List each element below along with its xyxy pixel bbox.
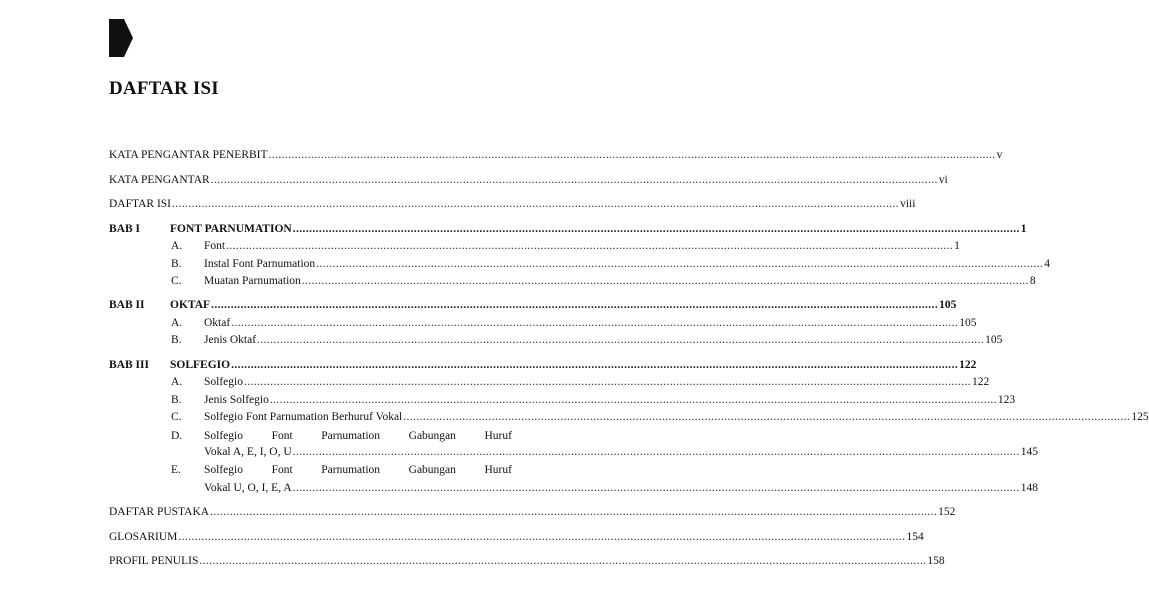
chapter-page: 1 — [1020, 223, 1027, 235]
section-title-line-1 — [204, 462, 512, 478]
chapter-title: SOLFEGIO — [170, 359, 231, 371]
dot-leader: .............................................................................................................................................................................................................................. — [231, 317, 959, 329]
section-title-word: Solfegio — [204, 464, 243, 476]
toc-section-jenis-solfegio[interactable] — [204, 392, 1016, 408]
dot-leader: .............................................................................................................................................................................................................................. — [243, 376, 972, 388]
chapter-number: BAB I — [109, 223, 140, 235]
section-page: 123 — [997, 394, 1016, 406]
dot-leader: .............................................................................................................................................................................................................................. — [199, 555, 927, 567]
toc-entry-title: DAFTAR PUSTAKA — [109, 506, 210, 518]
section-title-line-2: Vokal A, E, I, O, U — [204, 446, 292, 458]
dot-leader: .............................................................................................................................................................................................................................. — [268, 149, 996, 161]
section-page: 145 — [1020, 446, 1038, 458]
dot-leader: .............................................................................................................................................................................................................................. — [231, 359, 959, 371]
dot-leader: .............................................................................................................................................................................................................................. — [211, 299, 939, 311]
toc-chapter-2[interactable] — [170, 297, 957, 313]
table-of-contents — [109, 0, 1149, 598]
section-letter: B. — [171, 258, 182, 270]
section-title-word: Parnumation — [321, 464, 381, 476]
section-page: 1 — [954, 240, 960, 252]
toc-entry-kata-pengantar[interactable] — [109, 172, 948, 188]
section-title: Jenis Oktaf — [204, 334, 257, 346]
section-title: Instal Font Parnumation — [204, 258, 316, 270]
chapter-number: BAB II — [109, 299, 145, 311]
section-letter: C. — [171, 275, 182, 287]
toc-entry-daftar-pustaka[interactable] — [109, 504, 956, 520]
toc-section-muatan[interactable] — [204, 273, 1036, 289]
toc-chapter-1[interactable] — [170, 221, 1027, 237]
section-letter: B. — [171, 394, 182, 406]
section-title: Muatan Parnumation — [204, 275, 301, 287]
toc-entry-title: PROFIL PENULIS — [109, 555, 199, 567]
dot-leader: .............................................................................................................................................................................................................................. — [226, 240, 954, 252]
section-title-word: Gabungan — [408, 464, 456, 476]
section-title: Oktaf — [204, 317, 231, 329]
dot-leader: .............................................................................................................................................................................................................................. — [210, 506, 938, 518]
toc-section-font[interactable] — [204, 238, 960, 254]
chapter-page: 122 — [959, 359, 977, 371]
section-letter: A. — [171, 317, 183, 329]
section-title: Jenis Solfegio — [204, 394, 269, 406]
toc-section-oktaf[interactable] — [204, 315, 977, 331]
section-title: Solfegio — [204, 376, 243, 388]
toc-entry-title: DAFTAR ISI — [109, 198, 172, 210]
toc-entry-title: KATA PENGANTAR PENERBIT — [109, 149, 268, 161]
section-page: 148 — [1020, 482, 1038, 494]
toc-entry-kata-pengantar-penerbit[interactable] — [109, 147, 1003, 163]
section-title-line-1 — [204, 428, 512, 444]
toc-entry-page: viii — [900, 198, 916, 210]
dot-leader: .............................................................................................................................................................................................................................. — [292, 482, 1020, 494]
dot-leader: .............................................................................................................................................................................................................................. — [403, 411, 1131, 423]
section-title-word: Gabungan — [408, 430, 456, 442]
toc-entry-page: 158 — [927, 555, 945, 567]
section-title-word: Solfegio — [204, 430, 243, 442]
toc-entry-page: v — [996, 149, 1003, 161]
section-title-word: Huruf — [484, 464, 512, 476]
page-title: DAFTAR ISI — [109, 78, 219, 99]
toc-section-jenis-oktaf[interactable] — [204, 332, 1003, 348]
section-title: Solfegio Font Parnumation Berhuruf Vokal — [204, 411, 403, 423]
section-page: 125 — [1131, 411, 1149, 423]
toc-entry-profil-penulis[interactable] — [109, 553, 945, 569]
section-title-word: Font — [271, 464, 293, 476]
toc-entry-page: 154 — [906, 531, 924, 543]
section-page: 122 — [972, 376, 990, 388]
toc-section-gabungan-huruf-aeiou-line-2[interactable] — [204, 444, 1038, 460]
dot-leader: .............................................................................................................................................................................................................................. — [292, 446, 1020, 458]
dot-leader: .............................................................................................................................................................................................................................. — [257, 334, 985, 346]
dot-leader: .............................................................................................................................................................................................................................. — [301, 275, 1029, 287]
toc-section-instal-font[interactable] — [204, 256, 1050, 272]
section-title-word: Parnumation — [321, 430, 381, 442]
section-title-word: Font — [271, 430, 293, 442]
section-letter: E. — [171, 464, 181, 476]
toc-section-solfegio-berhuruf-vokal[interactable] — [204, 409, 1149, 425]
section-title-word: Huruf — [484, 430, 512, 442]
section-title: Font — [204, 240, 226, 252]
toc-entry-title: GLOSARIUM — [109, 531, 178, 543]
section-letter: B. — [171, 334, 182, 346]
toc-section-gabungan-huruf-uoiea[interactable] — [204, 462, 512, 478]
chapter-title: OKTAF — [170, 299, 211, 311]
toc-entry-page: 152 — [938, 506, 956, 518]
toc-section-solfegio[interactable] — [204, 374, 990, 390]
chapter-page: 105 — [939, 299, 957, 311]
section-letter: A. — [171, 376, 183, 388]
section-page: 8 — [1029, 275, 1036, 287]
toc-entry-title: KATA PENGANTAR — [109, 174, 210, 186]
section-page: 105 — [959, 317, 977, 329]
toc-entry-daftar-isi[interactable] — [109, 196, 916, 212]
dot-leader: .............................................................................................................................................................................................................................. — [269, 394, 997, 406]
dot-leader: .............................................................................................................................................................................................................................. — [292, 223, 1020, 235]
section-page: 4 — [1044, 258, 1050, 270]
section-letter: A. — [171, 240, 183, 252]
section-letter: C. — [171, 411, 182, 423]
toc-entry-page: vi — [938, 174, 948, 186]
dot-leader: .............................................................................................................................................................................................................................. — [210, 174, 938, 186]
toc-section-gabungan-huruf-uoiea-line-2[interactable] — [204, 480, 1038, 496]
chapter-title: FONT PARNUMATION — [170, 223, 292, 235]
dot-leader: .............................................................................................................................................................................................................................. — [316, 258, 1044, 270]
toc-section-gabungan-huruf-aeiou[interactable] — [204, 428, 512, 444]
toc-entry-glosarium[interactable] — [109, 529, 924, 545]
section-letter: D. — [171, 430, 183, 442]
section-title-line-2: Vokal U, O, I, E, A — [204, 482, 292, 494]
section-page: 105 — [985, 334, 1003, 346]
chapter-number: BAB III — [109, 359, 149, 371]
dot-leader: .............................................................................................................................................................................................................................. — [172, 198, 900, 210]
dot-leader: .............................................................................................................................................................................................................................. — [178, 531, 906, 543]
toc-chapter-3[interactable] — [170, 357, 977, 373]
